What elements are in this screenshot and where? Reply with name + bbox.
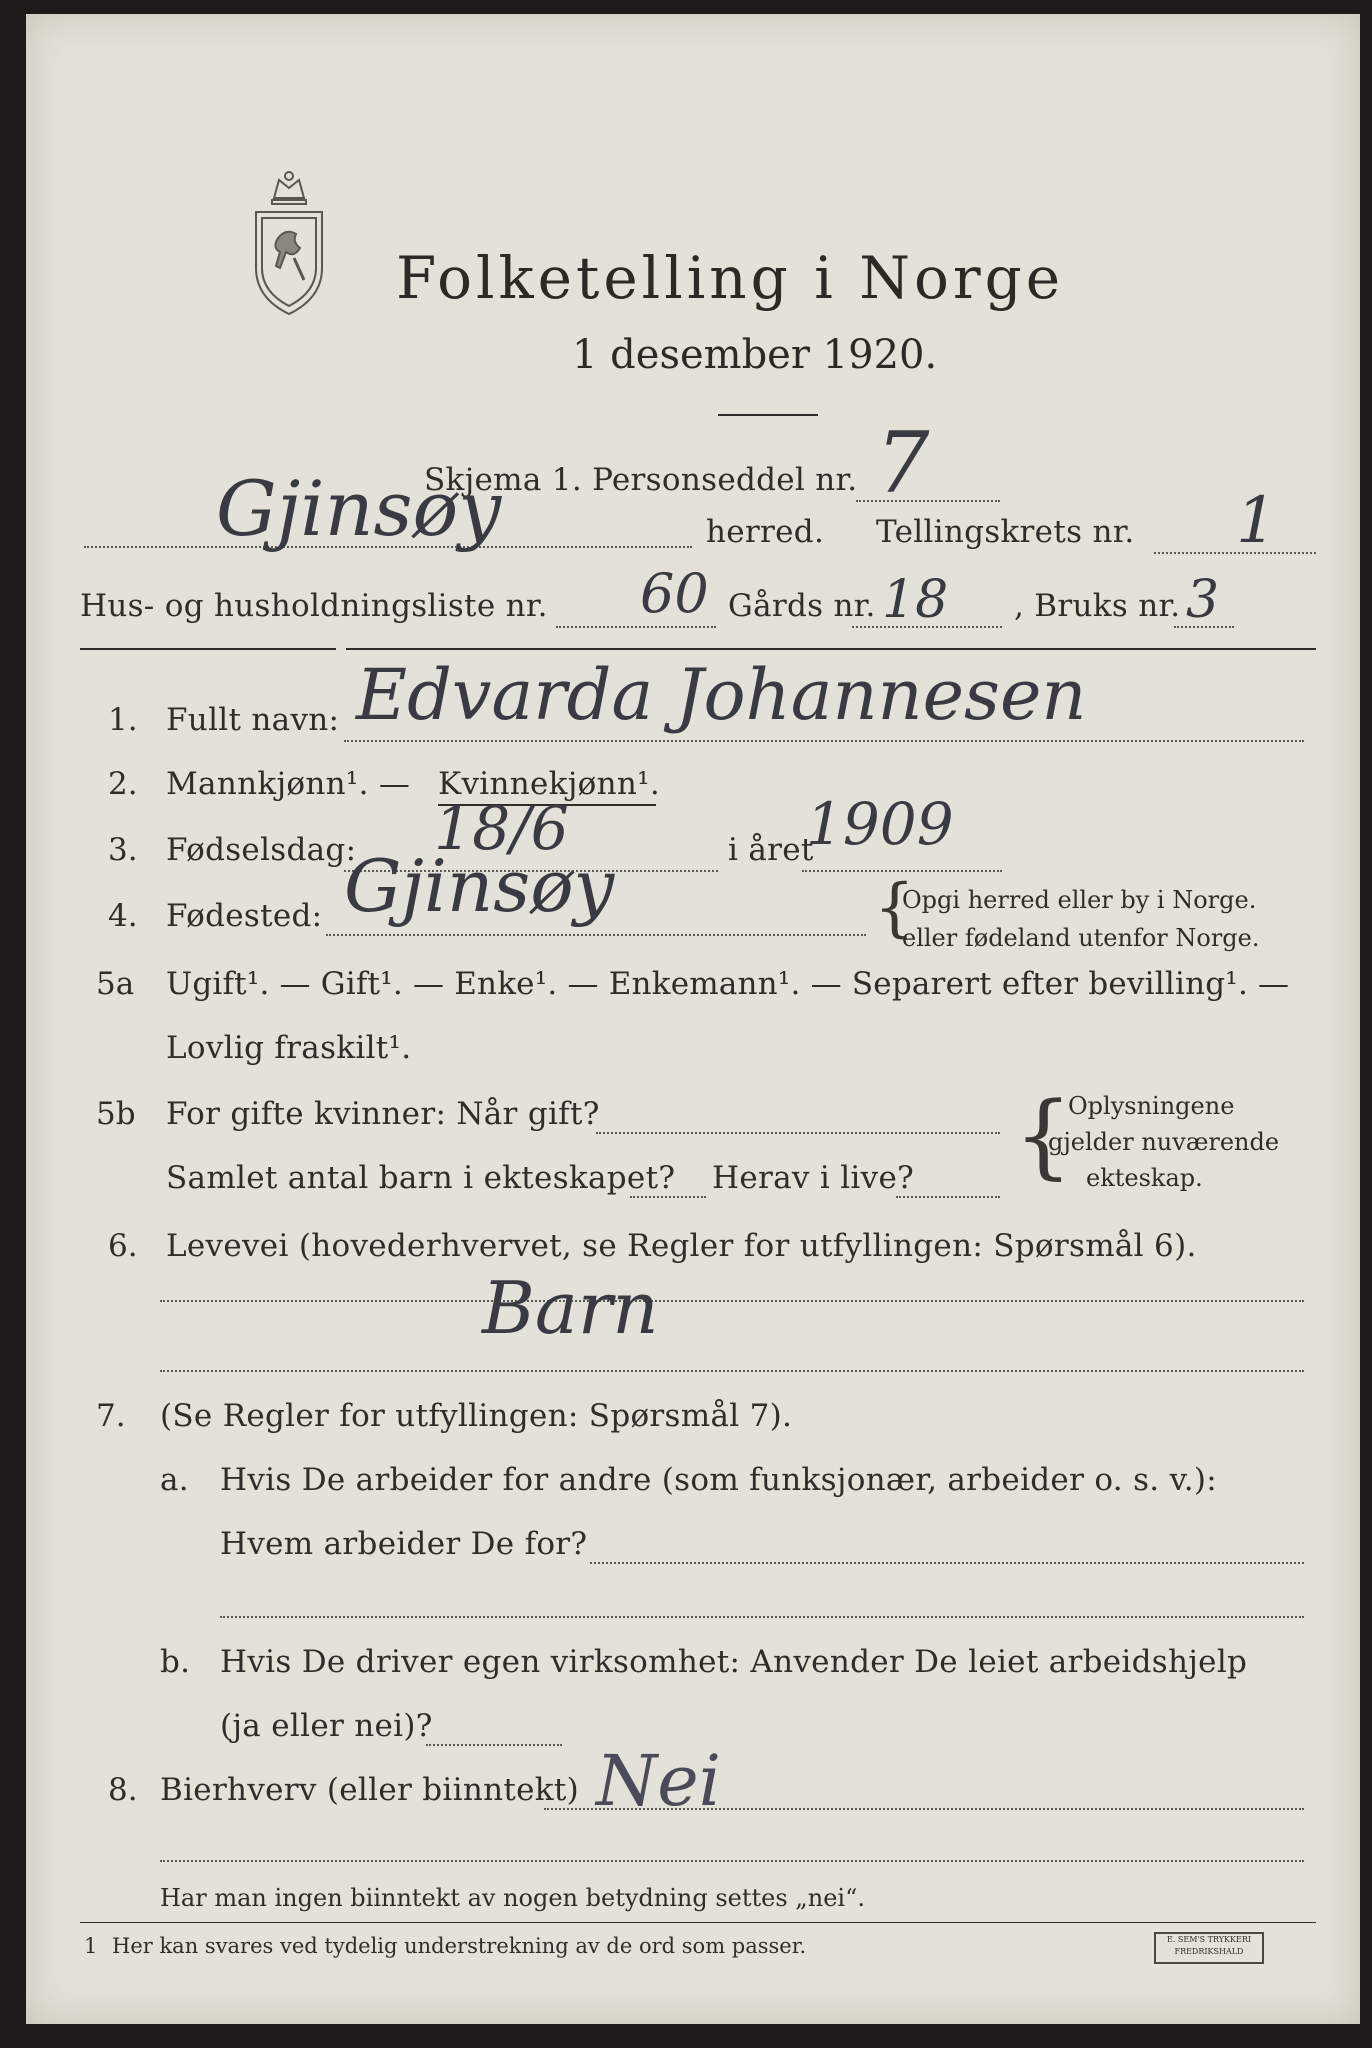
census-form-sheet (26, 14, 1360, 2024)
title-divider (718, 414, 818, 416)
tellingskrets-nr-value: 1 (1236, 484, 1277, 558)
q7-number: 7. (96, 1398, 126, 1434)
birthplace-value: Gjinsøy (344, 844, 615, 928)
q5b-line1: For gifte kvinner: Når gift? (166, 1096, 600, 1132)
bruks-label: , Bruks nr. (1014, 588, 1181, 624)
q4-label: Fødested: (166, 898, 323, 934)
q6-number: 6. (108, 1228, 138, 1264)
q7a-line2: Hvem arbeider De for? (220, 1526, 588, 1562)
bruks-nr-value: 3 (1186, 570, 1220, 630)
footnote-text: Her kan svares ved tydelig understrekning av de ord som passer. (112, 1934, 807, 1958)
q5b-line2b: Herav i live? (712, 1160, 915, 1196)
birth-year-value: 1909 (806, 790, 954, 858)
husliste-label: Hus- og husholdningsliste nr. (80, 588, 548, 624)
occupation-value: Barn (482, 1266, 659, 1350)
tellingskrets-label: Tellingskrets nr. (876, 514, 1135, 550)
q5b-note-2: gjelder nuværende (1048, 1128, 1280, 1156)
husliste-nr-value: 60 (640, 562, 709, 625)
q5a-line2: Lovlig fraskilt¹. (166, 1030, 412, 1066)
census-date: 1 desember 1920. (572, 332, 938, 378)
q8-number: 8. (108, 1772, 138, 1808)
q4-brace: { (874, 871, 915, 945)
personseddel-nr-value: 7 (876, 414, 930, 512)
q5b-brace: { (1014, 1082, 1073, 1189)
q7a-letter: a. (160, 1462, 189, 1498)
gards-nr-value: 18 (882, 570, 949, 630)
q1-label: Fullt navn: (166, 702, 340, 738)
q7b-letter: b. (160, 1644, 191, 1680)
form-title: Folketelling i Norge (396, 244, 1065, 312)
q7a-line1: Hvis De arbeider for andre (som funksjonær, arbeider o. s. v.): (220, 1462, 1218, 1498)
q4-note-1: Opgi herred eller by i Norge. (902, 886, 1257, 914)
q6-label: Levevei (hovederhvervet, se Regler for utfyllingen: Spørsmål 6). (166, 1228, 1197, 1264)
q8-label: Bierhverv (eller biinntekt) (160, 1772, 580, 1808)
q5a-line1: Ugift¹. — Gift¹. — Enke¹. — Enkemann¹. — Separert efter bevilling¹. — (166, 966, 1290, 1002)
birthday-value: 18/6 (434, 794, 569, 864)
bierhverv-value: Nei (596, 1740, 722, 1822)
q7-label: (Se Regler for utfyllingen: Spørsmål 7). (160, 1398, 793, 1434)
footer-note: Har man ingen biinntekt av nogen betydning settes „nei“. (160, 1884, 865, 1912)
q5b-line2a: Samlet antal barn i ekteskapet? (166, 1160, 676, 1196)
skjema-label: Skjema 1. Personseddel nr. (424, 462, 858, 498)
q5b-number: 5b (96, 1096, 136, 1132)
printer-stamp: E. SEM'S TRYKKERI FREDRIKSHALD (1154, 1932, 1264, 1964)
q5b-note-1: Oplysningene (1068, 1092, 1235, 1120)
herred-label: herred. (706, 514, 825, 550)
q2-kvinnekjonn: Kvinnekjønn¹. (438, 766, 661, 802)
q3-aaret-label: i året (728, 832, 814, 868)
q1-number: 1. (108, 702, 138, 738)
herred-value: Gjinsøy (216, 464, 502, 553)
q2-mannkjonn: Mannkjønn¹. — (166, 766, 411, 802)
q5a-number: 5a (96, 966, 135, 1002)
q7b-line1: Hvis De driver egen virksomhet: Anvender De leiet arbeidshjelp (220, 1644, 1248, 1680)
q4-number: 4. (108, 898, 138, 934)
q5b-note-3: ekteskap. (1086, 1164, 1203, 1192)
gards-label: Gårds nr. (728, 588, 876, 624)
q2-number: 2. (108, 766, 138, 802)
q7b-line2: (ja eller nei)? (220, 1708, 433, 1744)
norwegian-coat-of-arms-icon (244, 168, 334, 318)
q3-number: 3. (108, 832, 138, 868)
full-name-value: Edvarda Johannesen (356, 654, 1087, 736)
footnote-mark: 1 (84, 1934, 98, 1958)
q3-label: Fødselsdag: (166, 832, 357, 868)
q4-note-2: eller fødeland utenfor Norge. (902, 924, 1260, 952)
